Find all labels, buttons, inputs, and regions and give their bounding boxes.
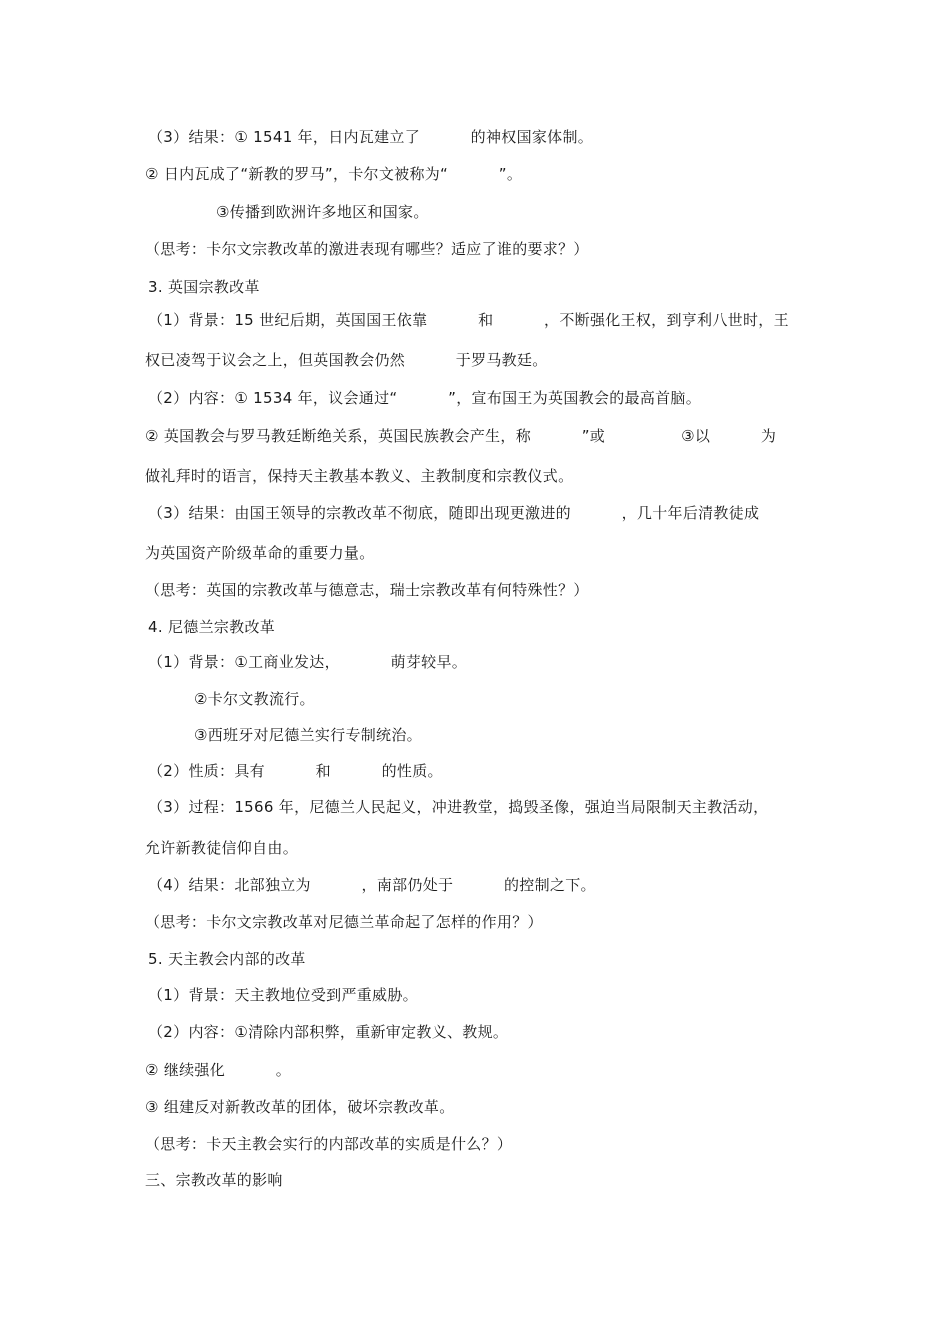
result-line-1541: （3）结果：① 1541 年，日内瓦建立了 的神权国家体制。	[148, 128, 594, 146]
think-line-england: （思考：英国的宗教改革与德意志，瑞士宗教改革有何特殊性？）	[145, 581, 589, 599]
result-line-spread: ③传播到欧洲许多地区和国家。	[216, 203, 429, 221]
result-line-england: （3）结果：由国王领导的宗教改革不彻底，随即出现更激进的 ，几十年后清教徒成	[148, 504, 760, 522]
content-line-strengthen: ② 继续强化 。	[145, 1061, 291, 1079]
section-heading-impact: 三、宗教改革的影响	[145, 1171, 283, 1189]
content-line-organize: ③ 组建反对新教改革的团体，破坏宗教改革。	[145, 1098, 455, 1116]
content-line-1534: （2）内容：① 1534 年，议会通过“ ”，宣布国王为英国教会的最高首脑。	[148, 389, 702, 407]
process-line-1566: （3）过程：1566 年，尼德兰人民起义，冲进教堂，捣毁圣像，强迫当局限制天主教活动，	[148, 798, 769, 816]
result-line-netherlands: （4）结果：北部独立为 ，南部仍处于 的控制之下。	[148, 876, 596, 894]
nature-line-netherlands: （2）性质：具有 和 的性质。	[148, 762, 443, 780]
section-heading-netherlands: 4. 尼德兰宗教改革	[148, 618, 276, 636]
background-line-spain: ③西班牙对尼德兰实行专制统治。	[194, 726, 422, 744]
process-line-cont: 允许新教徒信仰自由。	[145, 839, 299, 857]
background-line-england: （1）背景：15 世纪后期，英国国王依靠 和 ，不断强化王权，到亨利八世时，王	[148, 311, 789, 329]
think-line-catholic: （思考：卡天主教会实行的内部改革的实质是什么？）	[145, 1135, 513, 1153]
content-line-church: ② 英国教会与罗马教廷断绝关系，英国民族教会产生，称 ”或 ③以 为	[145, 427, 777, 445]
background-line-england-cont: 权已凌驾于议会之上，但英国教会仍然 于罗马教廷。	[145, 351, 548, 369]
background-line-calvinism: ②卡尔文教流行。	[194, 690, 315, 708]
content-line-worship: 做礼拜时的语言，保持天主教基本教义、主教制度和宗教仪式。	[145, 467, 574, 485]
background-line-catholic: （1）背景：天主教地位受到严重威胁。	[148, 986, 418, 1004]
think-line-netherlands: （思考：卡尔文宗教改革对尼德兰革命起了怎样的作用？）	[145, 913, 543, 931]
think-line-calvin: （思考：卡尔文宗教改革的激进表现有哪些？适应了谁的要求？）	[145, 240, 589, 258]
background-line-netherlands: （1）背景：①工商业发达， 萌芽较早。	[148, 653, 468, 671]
content-line-catholic: （2）内容：①清除内部积弊，重新审定教义、教规。	[148, 1023, 509, 1041]
result-line-england-cont: 为英国资产阶级革命的重要力量。	[145, 544, 375, 562]
section-heading-catholic: 5. 天主教会内部的改革	[148, 950, 306, 968]
section-heading-england: 3. 英国宗教改革	[148, 278, 260, 296]
result-line-geneva: ② 日内瓦成了“新教的罗马”，卡尔文被称为“ ”。	[145, 165, 523, 183]
